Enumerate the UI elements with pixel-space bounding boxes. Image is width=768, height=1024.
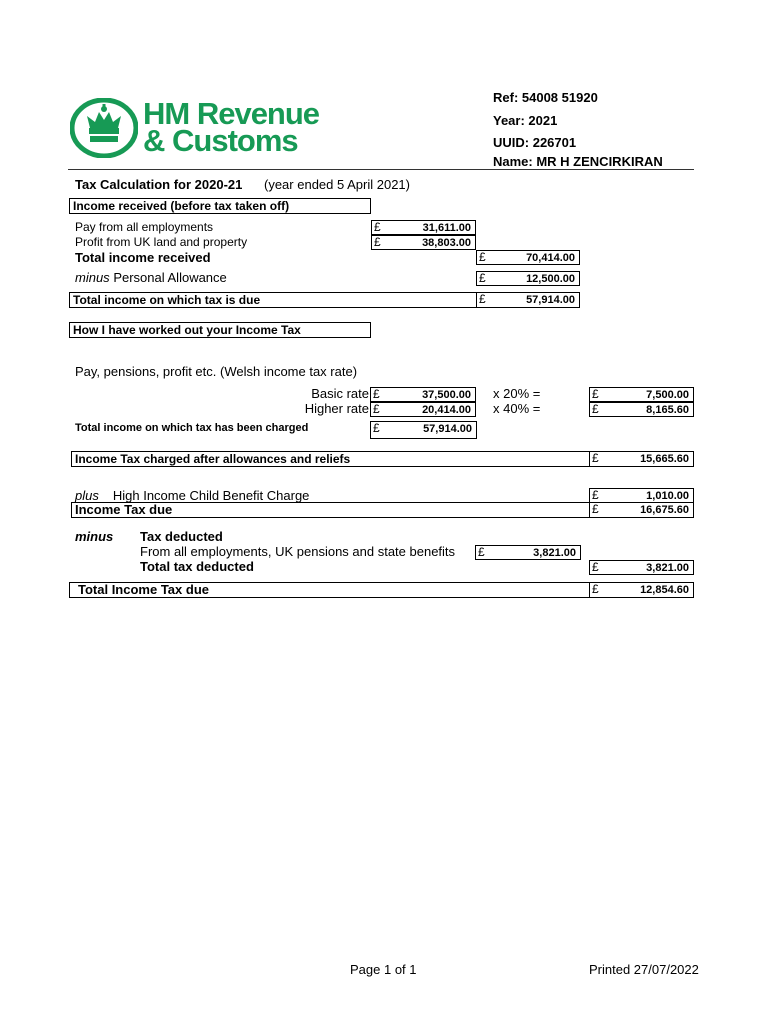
charged-income-amount: £ 57,914.00 — [370, 421, 477, 439]
total-income-amount: £ 70,414.00 — [476, 250, 580, 265]
page-number: Page 1 of 1 — [350, 962, 417, 977]
higher-rate-amount: £ 20,414.00 — [370, 402, 476, 417]
allowance-amount: £ 12,500.00 — [476, 271, 580, 286]
deducted-minus: minus — [75, 529, 114, 544]
total-income-label: Total income received — [75, 250, 211, 265]
property-amount: £ 38,803.00 — [371, 235, 476, 250]
calc-subtitle: (year ended 5 April 2021) — [264, 177, 410, 192]
taxdue-income-label: Total income on which tax is due — [69, 292, 477, 308]
higher-rate-multiplier: x 40% = — [493, 401, 541, 416]
total-due-label: Total Income Tax due — [69, 582, 590, 598]
employments-label: Pay from all employments — [75, 220, 214, 234]
taxdue-income-amount: £ 57,914.00 — [476, 292, 580, 308]
deducted-total-amount: £ 3,821.00 — [589, 560, 694, 575]
deducted-heading: Tax deducted — [140, 529, 223, 544]
charged-income-label: Total income on which tax has been charged — [75, 422, 309, 434]
logo-line-2: & Customs — [143, 123, 298, 158]
calc-title: Tax Calculation for 2020-21 — [75, 177, 243, 192]
property-label: Profit from UK land and property — [75, 235, 248, 249]
higher-rate-tax: £ 8,165.60 — [589, 402, 694, 417]
higher-rate-label: Higher rate — [304, 401, 369, 416]
allowance-row: minus Personal Allowance — [75, 270, 227, 285]
employments-amount: £ 31,611.00 — [371, 220, 476, 235]
tax-due-label: Income Tax due — [71, 502, 590, 518]
deducted-from-amount: £ 3,821.00 — [475, 545, 581, 560]
deducted-total-label: Total tax deducted — [140, 559, 254, 574]
basic-rate-multiplier: x 20% = — [493, 386, 541, 401]
rate-note: Pay, pensions, profit etc. (Welsh income tax rate) — [75, 364, 358, 379]
basic-rate-tax: £ 7,500.00 — [589, 387, 694, 402]
income-heading: Income received (before tax taken off) — [69, 198, 371, 214]
hicbc-amount: £ 1,010.00 — [589, 488, 694, 503]
tax-due-amount: £ 16,675.60 — [589, 502, 694, 518]
ref-number: Ref: 54008 51920 — [493, 90, 598, 105]
basic-rate-amount: £ 37,500.00 — [370, 387, 476, 402]
tax-charged-amount: £ 15,665.60 — [589, 451, 694, 467]
printed-date: Printed 27/07/2022 — [589, 962, 699, 977]
header-divider — [68, 169, 694, 170]
logo-line-1: HM Revenue — [143, 96, 320, 131]
deducted-from-label: From all employments, UK pensions and state benefits — [140, 544, 456, 559]
tax-year: Year: 2021 — [493, 113, 558, 128]
basic-rate-label: Basic rate — [311, 386, 369, 401]
hicbc-row: plus High Income Child Benefit Charge — [75, 488, 310, 503]
crown-icon — [70, 98, 138, 158]
worked-heading: How I have worked out your Income Tax — [69, 322, 371, 338]
uuid: UUID: 226701 — [493, 135, 577, 150]
tax-charged-label: Income Tax charged after allowances and reliefs — [71, 451, 590, 467]
total-due-amount: £ 12,854.60 — [589, 582, 694, 598]
taxpayer-name: Name: MR H ZENCIRKIRAN — [493, 154, 663, 169]
